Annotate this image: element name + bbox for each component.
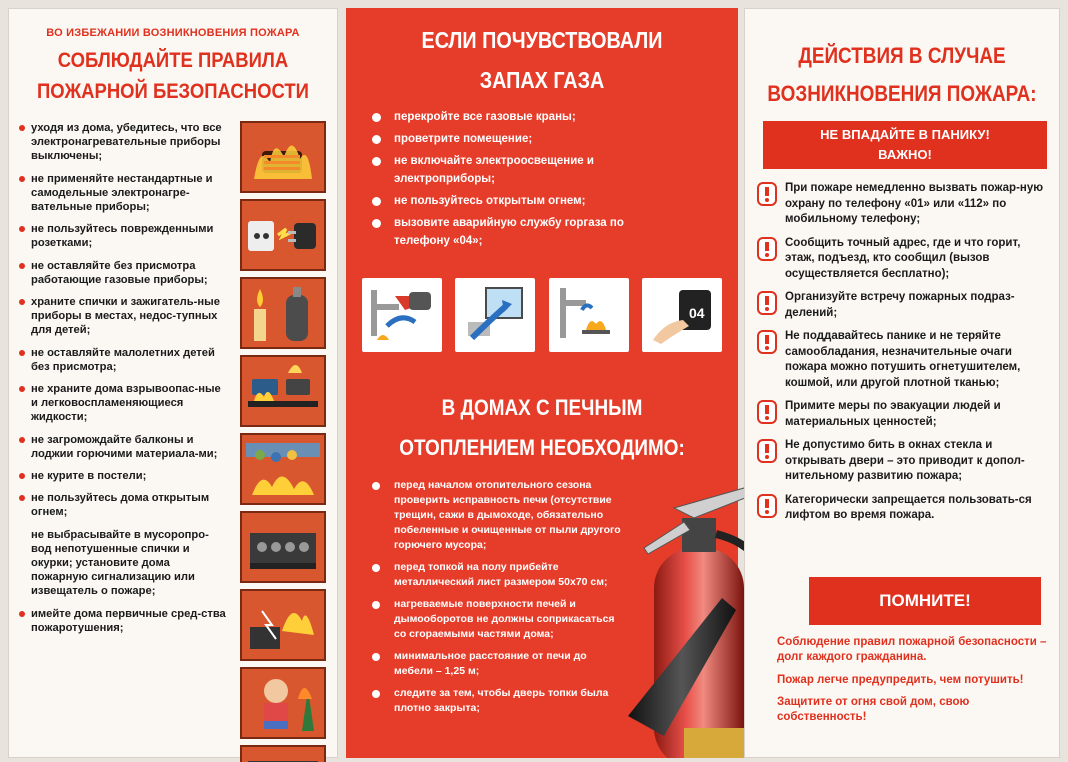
bullet-icon (19, 176, 25, 182)
gas-title (373, 20, 710, 100)
actions-list (753, 181, 1049, 532)
list-item: не пользуйтесь поврежденными розетками; (17, 222, 227, 250)
no-panic-banner (763, 121, 1047, 169)
list-item: вызовите аварийную службу горгаза по телефону «04»; (372, 214, 672, 250)
trash-fire-icon (240, 745, 326, 762)
bullet-icon (19, 350, 25, 356)
list-item: не курите в постели; (17, 469, 227, 483)
list-item: перед началом отопительного сезона проверить исправность печи (отсутствие трещин, сажи в дымоходе, обязательно побеленные и очищенные от пыли другого горючего мусора; (372, 478, 622, 553)
stove-title (373, 388, 710, 468)
exclamation-icon (757, 330, 777, 354)
stove-title-line1: В ДОМАХ С ПЕЧНЫМ (441, 395, 643, 420)
remember-banner: ПОМНИТЕ! (809, 577, 1041, 625)
list-item: не оставляйте малолетних детей без присмотра; (17, 346, 227, 374)
bullet-icon (19, 386, 25, 392)
list-item: проветрите помещение; (372, 130, 672, 148)
bullet-icon (19, 226, 25, 232)
left-kicker: ВО ИЗБЕЖАНИИ ВОЗНИКНОВЕНИЯ ПОЖАРА (46, 27, 300, 39)
bullet-icon (372, 135, 381, 144)
list-item: не оставляйте без присмотра работающие газовые приборы; (17, 259, 227, 287)
fire-actions-panel (744, 8, 1060, 758)
list-item: не пользуйтесь открытым огнем; (372, 192, 672, 210)
pictogram-column (235, 121, 331, 762)
bullet-icon (372, 157, 381, 166)
electric-fire-icon (240, 589, 326, 661)
list-item: минимальное расстояние от печи до мебели – 1,25 м; (372, 649, 622, 679)
actions-title (767, 37, 1037, 113)
bullet-icon (372, 653, 380, 661)
list-item: уходя из дома, убедитесь, что все электронагревательные приборы выключены; (17, 121, 227, 164)
list-item: Сообщить точный адрес, где и что горит, этаж, подъезд, кто сообщил (вызов осуществляется бесплатно); (753, 236, 1049, 283)
gas-list (372, 108, 672, 254)
list-item: Организуйте встречу пожарных подраз-делений; (753, 290, 1049, 321)
actions-title-line1: ДЕЙСТВИЯ В СЛУЧАЕ (798, 43, 1006, 68)
exclamation-icon (757, 400, 777, 424)
bullet-icon (372, 113, 381, 122)
svg-text:04: 04 (688, 305, 705, 321)
list-item: не пользуйтесь дома открытым огнем; (17, 491, 227, 519)
fire-safety-rules-panel (8, 8, 338, 758)
list-item: нагреваемые поверхности печей и дымооборотов не должны соприкасаться со сгораемыми частями дома; (372, 597, 622, 642)
banner-line2: ВАЖНО! (878, 147, 932, 162)
bullet-icon (19, 611, 25, 617)
list-item: Не поддавайтесь панике и не теряйте самообладания, незначительные очаги пожара можно потушить огнетушителем, кошмой, или другой плотной тканью; (753, 329, 1049, 391)
left-title-line1: СОБЛЮДАЙТЕ ПРАВИЛА (57, 49, 289, 72)
gas-valve-icon (362, 278, 442, 352)
smoking-bed-icon (240, 667, 326, 739)
phone-call-icon (642, 278, 722, 352)
heater-fire-icon (240, 121, 326, 193)
bullet-icon (372, 601, 380, 609)
open-window-icon (455, 278, 535, 352)
list-item: не выбрасывайте в мусоропро-вод непотушенные спички и окурки; установите дома пожарную сигнализацию или извещатель о пожаре; (31, 528, 209, 598)
bullet-icon (19, 437, 25, 443)
footer-prevent: Пожар легче предупредить, чем потушить! (777, 674, 1024, 686)
list-item: Категорически запрещается пользовать-ся лифтом во время пожара. (753, 493, 1049, 524)
bullet-icon (372, 482, 380, 490)
exclamation-icon (757, 494, 777, 518)
banner-line1: НЕ ВПАДАЙТЕ В ПАНИКУ! (820, 127, 990, 142)
bullet-icon (19, 473, 25, 479)
list-item: следите за тем, чтобы дверь топки была плотно закрыта; (372, 686, 622, 716)
list-item: Примите меры по эвакуации людей и материальных ценностей; (753, 399, 1049, 430)
exclamation-icon (757, 291, 777, 315)
exclamation-icon (757, 182, 777, 206)
bullet-icon (372, 219, 381, 228)
bullet-icon (372, 564, 380, 572)
list-item: При пожаре немедленно вызвать пожар-ную охрану по телефону «01» или «112» по мобильному телефону; (753, 181, 1049, 228)
list-item: храните спички и зажигатель-ные приборы в местах, недос-тупных для детей; (17, 295, 227, 338)
exclamation-icon (757, 439, 777, 463)
list-item: не храните дома взрывоопас-ные и легковоспламеняющиеся жидкости; (17, 382, 227, 425)
bullet-icon (19, 299, 25, 305)
exclamation-icon (757, 237, 777, 261)
bullet-icon (372, 690, 380, 698)
rules-list (17, 121, 227, 643)
candle-gas-cylinder-icon (240, 277, 326, 349)
bullet-icon (19, 263, 25, 269)
stove-title-line2: ОТОПЛЕНИЕМ НЕОБХОДИМО: (399, 435, 685, 460)
gas-step-icons (362, 278, 722, 352)
footer-duty: Соблюдение правил пожарной безопасности – долг каждого гражданина. (777, 636, 1047, 663)
stove-fire-icon (240, 355, 326, 427)
list-item: имейте дома первичные сред-ства пожаротушения; (17, 607, 227, 635)
broken-socket-icon (240, 199, 326, 271)
stove-list (372, 478, 622, 723)
left-title (29, 45, 318, 107)
list-item: Не допустимо бить в окнах стекла и открывать двери – это приводит к допол-нительному развитию пожара; (753, 438, 1049, 485)
kids-fire-icon (240, 433, 326, 505)
balcony-clutter-icon (240, 511, 326, 583)
gas-burner-icon (549, 278, 629, 352)
gas-title-line1: ЕСЛИ ПОЧУВСТВОВАЛИ (421, 27, 663, 53)
gas-and-stove-panel (346, 8, 738, 758)
actions-title-line2: ВОЗНИКНОВЕНИЯ ПОЖАРА: (767, 81, 1037, 106)
list-item: не загромождайте балконы и лоджии горючими материала-ми; (17, 433, 227, 461)
gas-title-line2: ЗАПАХ ГАЗА (479, 67, 605, 93)
bullet-icon (372, 197, 381, 206)
list-item: не включайте электроосвещение и электроприборы; (372, 152, 672, 188)
list-item: перед топкой на полу прибейте металлический лист размером 50х70 см; (372, 560, 622, 590)
bullet-icon (19, 125, 25, 131)
list-item: перекройте все газовые краны; (372, 108, 672, 126)
footer-protect: Защитите от огня свой дом, свою собственность! (777, 696, 970, 723)
list-item: не применяйте нестандартные и самодельные электронагре-вательные приборы; (17, 172, 227, 215)
left-title-line2: ПОЖАРНОЙ БЕЗОПАСНОСТИ (37, 80, 309, 103)
bullet-icon (19, 495, 25, 501)
